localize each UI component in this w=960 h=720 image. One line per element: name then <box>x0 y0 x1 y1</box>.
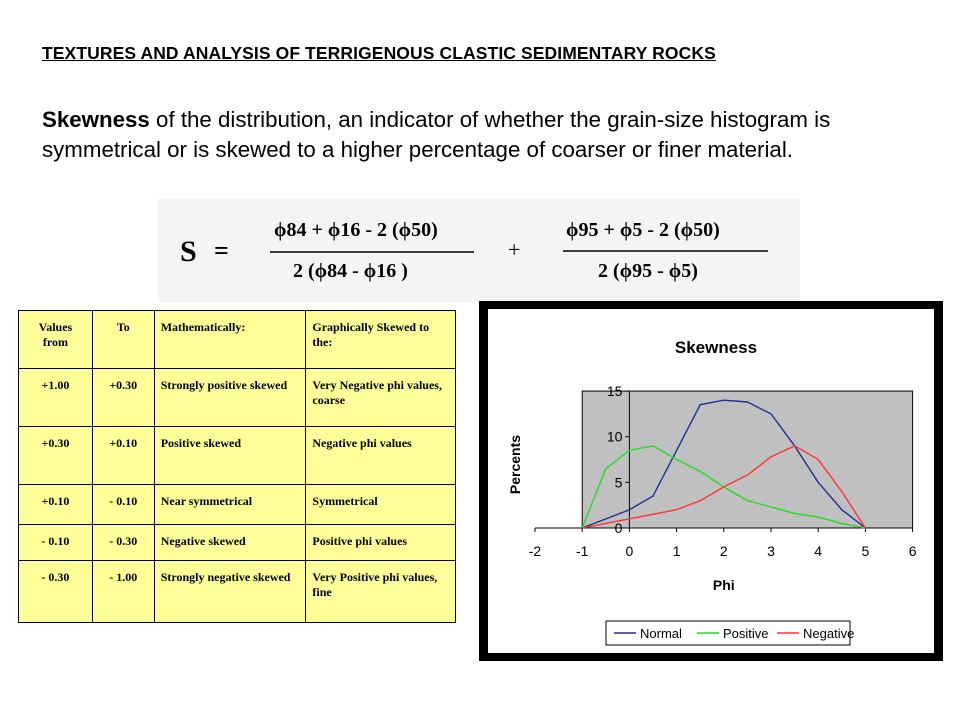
header-graphically: Graphically Skewed to the: <box>306 311 456 369</box>
cell-to: - 1.00 <box>92 561 154 623</box>
header-values-from: Values from <box>19 311 93 369</box>
x-tick-label: 5 <box>861 543 870 559</box>
skewness-formula <box>158 199 800 302</box>
table-row <box>19 427 456 485</box>
chart-title: Skewness <box>674 338 758 357</box>
cell-to: +0.10 <box>92 427 154 485</box>
intro-paragraph <box>42 105 922 165</box>
cell-to: +0.30 <box>92 369 154 427</box>
table-header-row <box>19 311 456 369</box>
skewness-chart <box>488 309 934 653</box>
formula-term1-denominator: 2 (ϕ84 - ϕ16 ) <box>293 260 408 282</box>
table-row <box>19 369 456 427</box>
cell-graph: Very Negative phi values, coarse <box>306 369 456 427</box>
table-row <box>19 561 456 623</box>
x-tick-label: 2 <box>719 543 728 559</box>
cell-from: - 0.10 <box>19 525 93 561</box>
skewness-table <box>18 310 456 623</box>
skewness-chart-frame <box>479 301 943 661</box>
formula-equals: = <box>214 236 229 265</box>
header-to: To <box>92 311 154 369</box>
x-tick-label: 0 <box>625 543 634 559</box>
legend-label-negative: Negative <box>803 626 855 641</box>
x-tick-label: -1 <box>575 543 589 559</box>
y-axis-label: Percents <box>507 434 523 495</box>
intro-text: of the distribution, an indicator of whether the grain-size histogram is symmetrical or is skewed to a higher percentage of coarser or finer material. <box>42 107 831 162</box>
cell-from: +1.00 <box>19 369 93 427</box>
plot-area <box>582 391 912 528</box>
cell-math: Near symmetrical <box>154 485 306 525</box>
y-tick-label: 15 <box>606 383 623 400</box>
formula-term2-denominator: 2 (ϕ95 - ϕ5) <box>598 260 698 282</box>
cell-math: Negative skewed <box>154 525 306 561</box>
cell-from: - 0.30 <box>19 561 93 623</box>
page-title: TEXTURES AND ANALYSIS OF TERRIGENOUS CLASTIC SEDIMENTARY ROCKS <box>42 43 716 63</box>
cell-math: Strongly negative skewed <box>154 561 306 623</box>
x-tick-label: 1 <box>672 543 681 559</box>
cell-from: +0.30 <box>19 427 93 485</box>
cell-graph: Positive phi values <box>306 525 456 561</box>
x-axis-label: Phi <box>712 577 735 593</box>
cell-math: Positive skewed <box>154 427 306 485</box>
x-tick-label: 6 <box>908 543 917 559</box>
y-tick-label: 5 <box>614 474 623 491</box>
x-tick-label: 3 <box>767 543 775 559</box>
y-tick-label: 10 <box>606 428 623 445</box>
y-tick-label: 0 <box>614 520 623 536</box>
cell-graph: Symmetrical <box>306 485 456 525</box>
cell-graph: Negative phi values <box>306 427 456 485</box>
table-row <box>19 525 456 561</box>
header-mathematically: Mathematically: <box>154 311 306 369</box>
formula-lhs: S <box>180 235 197 268</box>
x-tick-label: 4 <box>814 543 823 559</box>
intro-term: Skewness <box>42 107 150 132</box>
formula-term2-numerator: ϕ95 + ϕ5 - 2 (ϕ50) <box>566 219 720 241</box>
legend-label-normal: Normal <box>640 626 682 641</box>
table-row <box>19 485 456 525</box>
formula-plus: + <box>508 237 521 262</box>
cell-from: +0.10 <box>19 485 93 525</box>
formula-term1-numerator: ϕ84 + ϕ16 - 2 (ϕ50) <box>274 219 438 241</box>
cell-to: - 0.10 <box>92 485 154 525</box>
legend-label-positive: Positive <box>723 626 769 641</box>
chart-canvas <box>488 309 934 653</box>
x-tick-label: -2 <box>528 543 542 559</box>
cell-math: Strongly positive skewed <box>154 369 306 427</box>
cell-graph: Very Positive phi values, fine <box>306 561 456 623</box>
cell-to: - 0.30 <box>92 525 154 561</box>
